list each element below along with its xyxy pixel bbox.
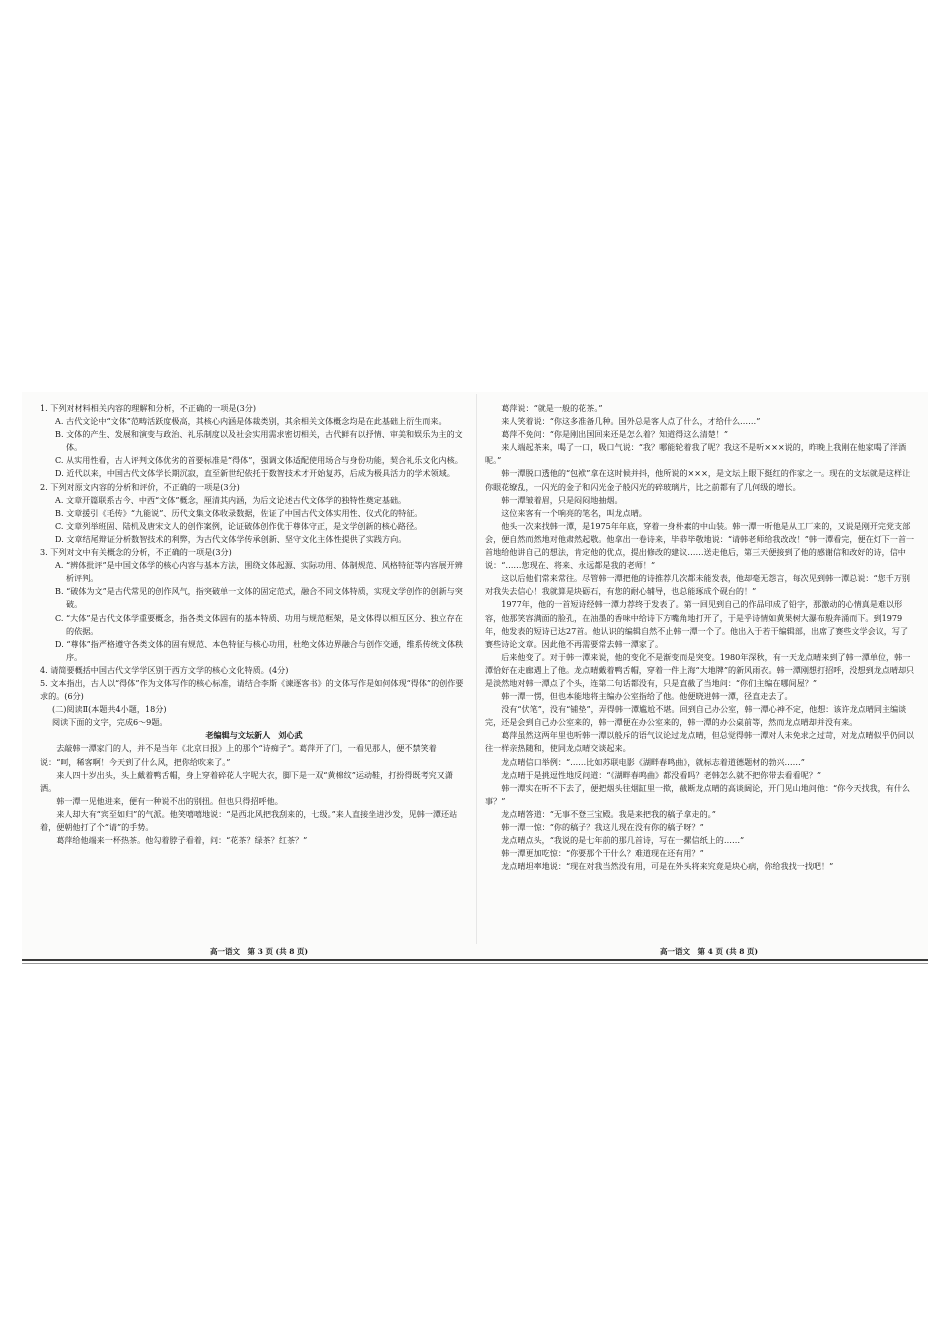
story-paragraph: 韩一潭一见他进来，便有一种说不出的别扭。但也只得招呼他。: [56, 795, 283, 806]
story-paragraph: 葛萍说：“就是一般的花茶。”: [501, 403, 603, 413]
reading-instruction: 阅读下面的文字，完成6～9题。: [52, 717, 168, 728]
story-title: 老编辑与文坛新人 刘心武: [205, 730, 303, 741]
story-paragraph: 后来他变了。对于韩一潭来说，他的变化不是渐变而是突变。1980年深秋，有一天龙点晴来到了韩一潭单位，韩一潭恰好在走廊遇上了他。龙点晴戴着鸭舌帽，穿着一件上海“大地牌”的新风雨衣。韩一潭刚想打招呼，没想到龙点晴却只是淡然地对韩一潭点了个头，连第二句话都没有，只是直截了当地问：“你们主编在哪间屋？”: [485, 651, 915, 688]
question-2-stem: 2. 下列对原文内容的分析和评价，不正确的一项是(3分): [40, 481, 240, 492]
story-paragraph: 龙点晴于是挑逗性地反问道：“《湖畔春鸣曲》都没看吗？老韩怎么就不把你带去看看呢？”: [501, 769, 822, 780]
story-paragraph: 韩一潭更加吃惊：“你要那个干什么？难道现在还有用？”: [501, 848, 704, 859]
bottom-rule: [22, 959, 928, 961]
story-paragraph: 韩一潭一惊：“你的稿子？我这儿现在没有你的稿子呀？”: [501, 822, 704, 832]
question-1-option-b: B. 文体的产生、发展和演变与政治、礼乐制度以及社会实用需求密切相关，古代鲜有以抒情、审美和娱乐为主的文体。: [55, 429, 463, 453]
story-paragraph: 龙点晴信口举例：“……比如苏联电影《湖畔春鸣曲》，就标志着道德题材的勃兴……”: [501, 756, 805, 767]
story-paragraph: 韩一潭皱着眉，只是闷闷地抽烟。: [501, 494, 623, 505]
question-4: 4. 请简要概括中国古代文学学区别于西方文学的核心文化特质。(4分): [40, 664, 289, 675]
bottom-rule-thin: [22, 963, 928, 964]
question-1-option-c: C. 从实用性看，古人评判文体优劣的首要标准是“得体”，强调文体适配使用场合与身份功能，契合礼乐文化内核。: [55, 455, 463, 466]
page-fold-line: [476, 394, 477, 944]
question-1-option-d: D. 近代以来，中国古代文体学长期沉寂，直至新世纪依托于数智技术才开始复苏，后成为极具活力的学术领域。: [55, 468, 455, 479]
right-page-column: [485, 402, 915, 873]
story-paragraph: 来人却大有“宾至如归”的气派。他笑嘻嘻地说：“是西北风把我刮来的，七级。”来人直接坐进沙发，见韩一潭还站着，便朝他打了个“请”的手势。: [40, 808, 458, 832]
story-paragraph: 韩一潭实在听不下去了，便把烟头往烟缸里一揿，截断龙点晴的高谈阔论，开门见山地问他：“你今天找我，有什么事？”: [485, 782, 911, 806]
question-3-option-a: A. “辨体批评”是中国文体学的核心内容与基本方法，围绕文体起源、实际功用、体制规范、风格特征等内容展开辨析评判。: [55, 560, 463, 584]
question-3-stem: 3. 下列对文中有关概念的分析，不正确的一项是(3分): [40, 547, 232, 558]
story-paragraph: 来人四十岁出头，头上戴着鸭舌帽，身上穿着碎花人字呢大衣，脚下是一双“黄棉纹”运动鞋，打扮得既考究又潇洒。: [40, 769, 453, 793]
story-paragraph: 龙点晴答道：“无事不登三宝殿。我是来把我的稿子拿走的。”: [501, 808, 716, 819]
story-paragraph: 1977年，他的一首短诗经韩一潭力荐终于发表了。第一回见到自己的作品印成了铅字，那激动的心情真是难以形容，他那笑容满面的脸孔，在油墨的香味中给诗下方嘴角地打开了，于是乎诗情如黄果树大瀑布般奔涌而下。到1979年，他发表的短诗已达27首。他认识的编辑自然不止韩一潭一个了。他出入于若干编辑部，出席了赛些文学会议，写了赛些诗论文章。因此他不再需要常去韩一潭家了。: [485, 599, 909, 649]
story-paragraph: 没有“伏笔”，没有“铺垫”，弄得韩一潭尴尬不堪。回到自己办公室，韩一潭心神不定，他想：该许龙点晴同主编谈完，还是会到自己办公室来的，韩一潭便在办公室来的，韩一潭的办公桌前等，然而龙点晴却并没有来。: [485, 704, 907, 728]
story-paragraph: 葛萍虽然这两年里也听韩一潭以般斥的语气议论过龙点晴，但总觉得韩一潭对人未免求之过苛，对龙点晴似乎仍同以往一样亲热随和，使同龙点晴交谈起来。: [485, 730, 914, 754]
question-5: 5. 文本指出，古人以“得体”作为文体写作的核心标准，请结合李斯《谏逐客书》的文体写作是如何体现“得体”的创作要求的。(6分): [40, 677, 464, 702]
question-2-option-d: D. 文章结尾辩证分析数智技术的利弊，为古代文体学传承创新、坚守文化主体性提供了实践方向。: [55, 533, 407, 544]
story-paragraph: 韩一潭脱口透他的“包袱”拿在这时候并抖，他所说的×××，是文坛上眼下挺红的作家之一。现在的文坛就是这样让你眼花缭乱，一闪光的金子和闪光金子般闪光的碎玻璃片，比之前都有了几何级的增长。: [485, 468, 911, 492]
story-paragraph: 这位来客有一个响亮的笔名，叫龙点晴。: [501, 507, 647, 518]
section-heading: (二)阅读Ⅱ(本题共4小题，18分): [52, 704, 167, 715]
story-paragraph: 龙点晴坦率地说：“现在对我当然没有用，可是在外头将来究竟是块心病，你给我找一找吧！”: [501, 861, 834, 872]
left-page-column: [40, 402, 468, 847]
question-3-option-d: D. “尊体”指严格遵守各类文体的固有规范、本色特征与核心功用，杜绝文体边界融合与创作交通，维系传统文体秩序。: [55, 638, 464, 662]
question-1-option-a: A. 古代文论中“文体”范畴活跃度极高，其核心内涵是体裁类别，其余相关文体概念均是在此基础上衍生而来。: [55, 416, 447, 427]
story-paragraph: 龙点晴点头，“我说的是七年前的那几首诗，写在一摞信纸上的……”: [501, 835, 745, 846]
question-3-option-b: B. “破体为文”是古代常见的创作风气，指突破单一文体的固定范式，融合不同文体特质，实现文学创作的创新与突破。: [55, 586, 463, 610]
story-paragraph: 葛萍不免问：“你是刚出国回来还是怎么着？知道得这么清楚！”: [501, 429, 728, 440]
story-paragraph: 韩一潭一愣，但也本能地将主编办公室指给了他。他便晓进韩一潭，径直走去了。: [501, 691, 793, 702]
question-1-stem: 1. 下列对材料相关内容的理解和分析，不正确的一项是(3分): [40, 403, 257, 413]
right-page-footer: 高一语文 第 4 页 (共 8 页): [660, 947, 759, 956]
story-paragraph: 这以后他们常来常往。尽管韩一潭把他的诗推荐几次都未能发表，他却毫无怨言，每次见到韩一潭总说：“您千万别对我失去信心！我就算是块砺石，有您的耐心辅导，也总能琢成个砚台的！”: [485, 573, 911, 597]
story-paragraph: 来人端起茶来，喝了一口，吸口气说：“我？哪能轮着我了呢？我这不是听×××说的，昨晚上我刚在他家喝了洋酒呢。”: [485, 442, 907, 466]
story-paragraph: 来人笑着说：“你这多准备几种。国外总是客人点了什么，才给什么……”: [501, 416, 761, 427]
question-2-option-a: A. 文章开篇联系古今、中西“文体”概念，厘清其内涵，为后文论述古代文体学的独特性奠定基础。: [55, 494, 407, 505]
question-3-option-c: C. “大体”是古代文体学重要概念，指各类文体固有的基本特质、功用与规范框架，是文体得以相互区分、独立存在的依据。: [55, 612, 463, 636]
question-2-option-c: C. 文章列举班固、陆机及唐宋文人的创作案例，论证破体创作优于尊体守正，是文学创新的核心路径。: [55, 520, 423, 531]
story-paragraph: 去敲韩一潭家门的人，并不是当年《北京日报》上的那个“诗痴子”。葛萍开了门，一看见那人，便不禁笑着说：“呵，稀客啊！今天到了什么风，把你给吹来了。”: [40, 743, 437, 767]
story-paragraph: 葛萍给他端来一杯热茶。他勾着脖子看着，问：“花茶？绿茶？红茶？”: [56, 835, 308, 846]
question-2-option-b: B. 文章援引《毛传》“九能说”、历代文集文体收录数据，佐证了中国古代文体实用性、仪式化的特征。: [55, 507, 423, 518]
story-paragraph: 他头一次来找韩一潭，是1975年年底，穿着一身朴素的中山装。韩一潭一听他是从工厂来的，又说是刚开完党支部会，便自然而然地对他肃然起敬。他拿出一卷诗来，毕恭毕敬地说：“请韩老师给我改改！”韩一潭看完，便在灯下一首一首地给他讲自己的想法，肯定他的优点，提出修改的建议……送走他后，第三天便接到了他的感谢信和改好的诗，信中说：“……您现在、将来、永远都是我的老师！”: [485, 520, 915, 571]
left-page-footer: 高一语文 第 3 页 (共 8 页): [210, 947, 309, 956]
